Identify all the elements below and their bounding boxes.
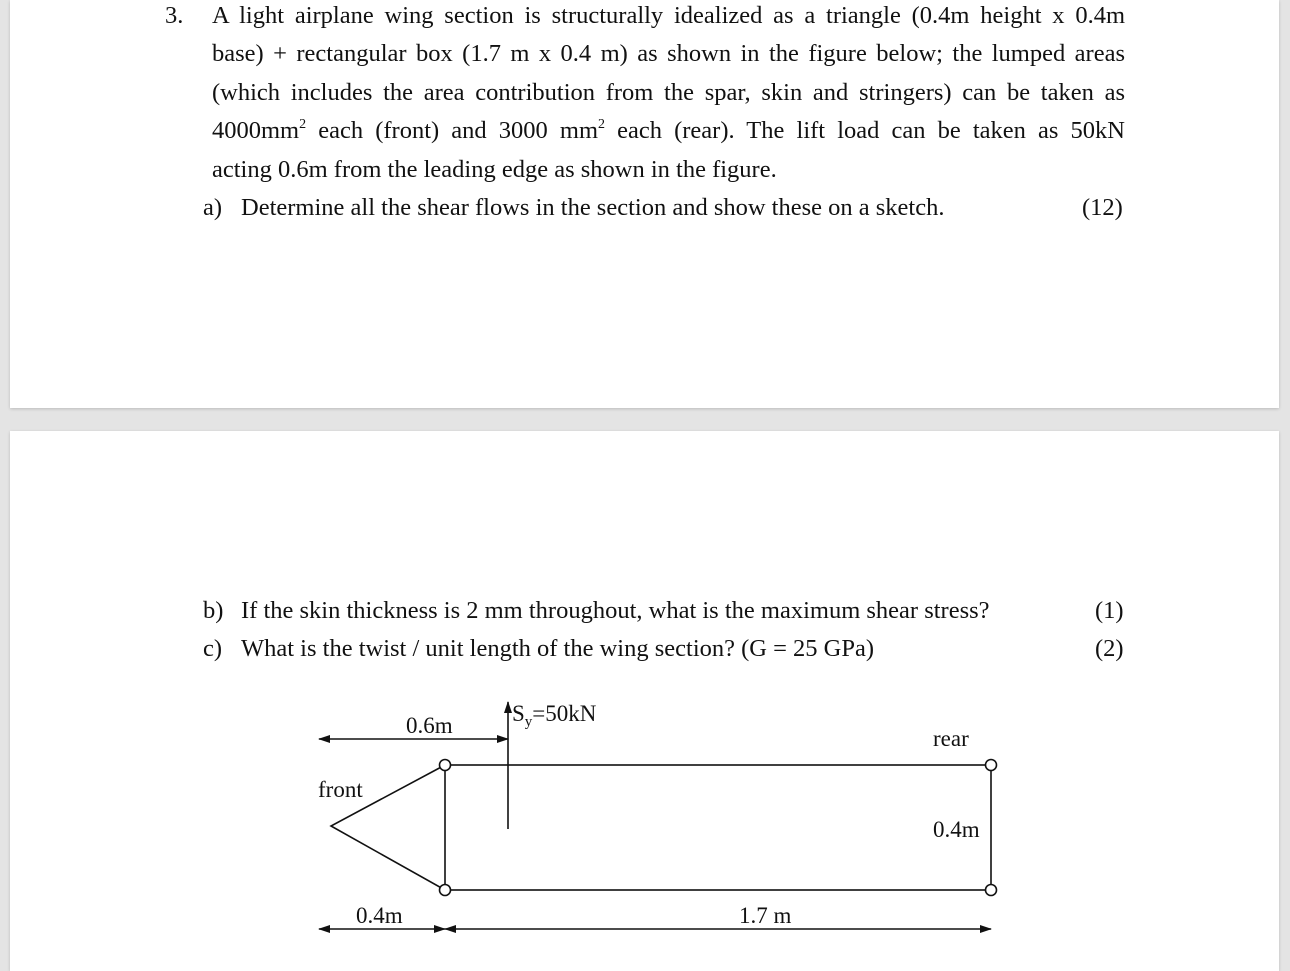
part-a-text: Determine all the shear flows in the section and show these on a sketch.: [241, 194, 945, 221]
part-c-marks: (2): [1095, 635, 1124, 662]
boom-front-bottom: [440, 885, 451, 896]
triangle-base-label: 0.4m: [356, 903, 403, 928]
part-b-text: If the skin thickness is 2 mm throughout, what is the maximum shear stress?: [241, 597, 990, 624]
box-height-label: 0.4m: [933, 817, 980, 842]
area-front-value: 4000mm: [212, 117, 300, 144]
part-b-label: b): [203, 597, 224, 624]
front-label: front: [318, 777, 363, 802]
question-line-1: A light airplane wing section is structurally idealized as a triangle (0.4m height x 0.4m: [212, 2, 1125, 29]
part-a-label: a): [203, 194, 223, 221]
lift-load-text: each (rear). The lift load can be taken as 50kN: [605, 117, 1125, 144]
question-line-2: base) + rectangular box (1.7 m x 0.4 m) as shown in the figure below; the lumped areas: [212, 40, 1125, 67]
question-line-3: (which includes the area contribution from the spar, skin and stringers) can be taken as: [212, 79, 1125, 106]
question-line-5: acting 0.6m from the leading edge as shown in the figure.: [212, 156, 777, 183]
part-b-marks: (1): [1095, 597, 1124, 624]
lift-load-label: $S_y=50kN$: [512, 701, 597, 730]
area-rear-value: each (front) and 3000 mm: [306, 117, 599, 144]
rear-label: rear: [933, 726, 969, 751]
boom-front-top: [440, 760, 451, 771]
superscript: 2: [299, 117, 307, 132]
rectangular-box-section: [445, 765, 991, 890]
boom-rear-bottom: [986, 885, 997, 896]
question-number: 3.: [165, 2, 184, 29]
load-position-label: 0.6m: [406, 713, 453, 738]
box-length-label: 1.7 m: [739, 903, 792, 928]
boom-rear-top: [986, 760, 997, 771]
part-c-label: c): [203, 635, 223, 662]
part-c-text: What is the twist / unit length of the wing section? (G = 25 GPa): [241, 635, 875, 662]
superscript: 2: [598, 117, 606, 132]
part-a-marks: (12): [1082, 194, 1123, 221]
